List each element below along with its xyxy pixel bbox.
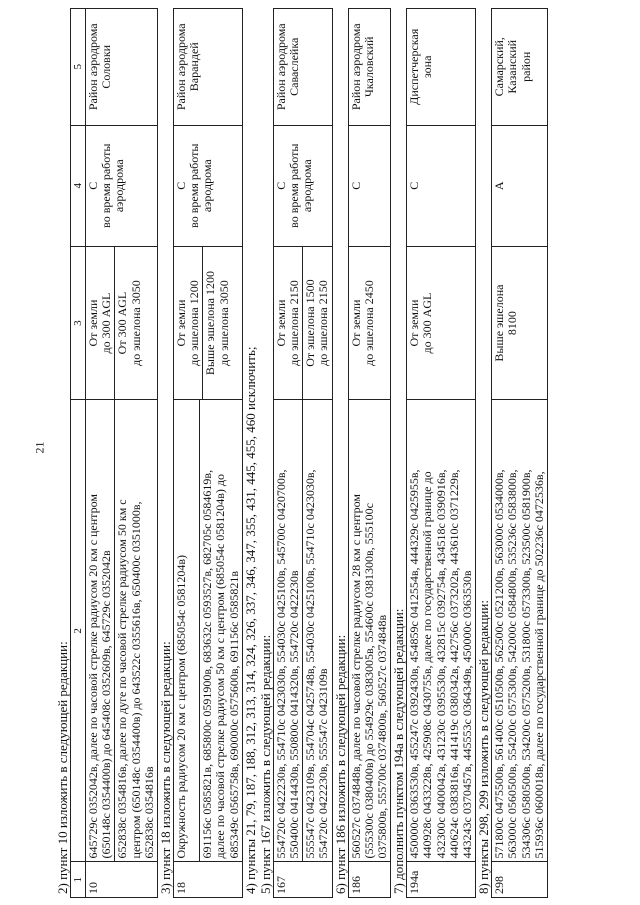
class-value: А <box>492 181 507 191</box>
coord-line: 554720с 0422230в, 554710с 0423030в, 554030с 0425100в, 545700с 0420700в, <box>273 469 288 859</box>
coord-line: 450000с 0363530в, 455247с 0392430в, 454859с 0412554в, 444329с 0425955в, <box>407 469 422 859</box>
row-id: 298 <box>492 862 548 898</box>
area-name <box>273 9 332 126</box>
area-name <box>174 9 243 126</box>
row-id: 186 <box>348 862 391 898</box>
altitude-limits <box>273 246 332 399</box>
boundary-coordinates <box>407 400 476 862</box>
table-row <box>174 9 243 898</box>
section-heading-2: 2) пункт 10 изложить в следующей редакции: <box>55 641 70 894</box>
time-line: во время работы <box>287 143 302 228</box>
section-heading-7: 7) дополнить пунктом 194а в следующей редакции: <box>391 608 407 894</box>
row-id: 10 <box>86 862 158 898</box>
table-row <box>86 9 158 898</box>
area-line: Варандей <box>187 42 202 92</box>
area-line: Самарский, <box>492 37 507 97</box>
coord-line: 440928с 0433228в, 425908с 0430755в, далее по государственной границе до <box>420 471 435 859</box>
airspace-class <box>492 125 548 246</box>
coord-line: 555547с 0423109в, 554704с 0425748в, 554030с 0425100в, 554710с 0423030в, <box>303 469 318 859</box>
altitude-limits <box>86 246 158 399</box>
time-line: во время работы <box>187 143 202 228</box>
time-line: аэродрома <box>300 159 315 213</box>
section-heading-5: 5) пункт 167 изложить в следующей редакции: <box>257 634 273 894</box>
airspace-class <box>174 125 243 246</box>
altitude-sub-block <box>114 247 142 399</box>
table-row <box>492 9 548 898</box>
page-number: 21 <box>32 441 47 454</box>
class-value: С <box>273 181 288 190</box>
boundary-coordinates <box>348 400 391 862</box>
altitude-line: до эшелона 2450 <box>361 280 376 366</box>
coord-line: (555300с 0380400в) до 554929с 0383005в, 554600с 0381300в, 555100с <box>361 503 376 859</box>
altitude-line: до 300 AGL <box>420 292 435 354</box>
coord-line: центром (650148с 0354400в) до 643522с 0355616в, 650400с 0351000в, <box>128 501 143 859</box>
coord-line: Окружность радиусом 20 км с центром (685054с 0581204в) <box>174 555 189 859</box>
coord-line: 432300с 0400042в, 431230с 0395530в, 432815с 0392754в, 434518с 0390916в, <box>433 469 448 859</box>
class-value: С <box>348 181 363 190</box>
area-line: Чкаловский <box>361 36 376 97</box>
time-line: аэродрома <box>112 159 127 213</box>
airspace-table-18 <box>173 8 243 898</box>
boundary-coordinates <box>174 400 243 862</box>
coord-line: 685349с 0565758в, 690000с 0575600в, 691156с 0585821в <box>226 570 241 859</box>
altitude-line: От земли <box>174 299 189 347</box>
altitude-limits <box>348 246 391 399</box>
altitude-sub-block <box>302 247 330 399</box>
time-line: аэродрома <box>200 159 215 213</box>
altitude-line: до эшелона 3050 <box>216 280 231 366</box>
class-value: С <box>86 181 100 190</box>
header-col-2: 2 <box>71 400 86 862</box>
altitude-line: От земли <box>86 299 100 347</box>
coord-line: 563000с 0560500в, 554200с 0575300в, 542000с 0584800в, 535236с 0583800в, <box>505 469 520 859</box>
airspace-table-194a <box>406 8 476 898</box>
area-name <box>348 9 391 126</box>
section-heading-6: 6) пункт 186 изложить в следующей редакции: <box>332 634 348 894</box>
coord-line: 652838с 0354816в, далее по дуге по часовой стрелке радиусом 50 км с <box>115 499 130 859</box>
area-line: район <box>518 51 533 82</box>
table-row <box>407 9 476 898</box>
coord-sub-block <box>302 400 330 861</box>
airspace-class <box>348 125 391 246</box>
section-heading-8: 8) пункты 298, 299 изложить в следующей редакции: <box>476 600 492 894</box>
area-line: Казанский <box>505 39 520 94</box>
altitude-line: до 300 AGL <box>99 292 114 354</box>
table-row <box>348 9 391 898</box>
coord-sub-block <box>199 400 241 861</box>
altitude-line: до эшелона 2150 <box>316 280 331 366</box>
table-header-row <box>71 9 86 898</box>
row-id: 194а <box>407 862 476 898</box>
altitude-limits <box>174 246 243 399</box>
header-col-4: 4 <box>71 125 86 246</box>
coord-sub-block <box>114 400 156 861</box>
header-col-3: 3 <box>71 246 86 399</box>
area-line: зона <box>420 55 435 78</box>
coord-line: далее по часовой стрелке радиусом 50 км с центром (685054с 0581204в) до <box>213 473 228 859</box>
altitude-line: Выше эшелона <box>492 284 507 362</box>
header-col-1: 1 <box>71 862 86 898</box>
area-line: Соловки <box>99 44 114 89</box>
coord-line: 550400с 0414430в, 550800с 0414320в, 554720с 0422230в <box>287 570 302 859</box>
area-name <box>492 9 548 126</box>
altitude-line: Выше эшелона 1200 <box>203 271 218 376</box>
airspace-class <box>407 125 476 246</box>
coord-line: 443243с 0370457в, 445553с 0364349в, 450000с 0363530в <box>460 570 475 859</box>
airspace-table-167 <box>273 8 333 898</box>
area-name <box>407 9 476 126</box>
area-line: Район аэродрома <box>86 23 100 111</box>
coord-line: 560527с 0374848в, далее по часовой стрелке радиусом 28 км с центром <box>348 494 363 859</box>
area-name <box>86 9 158 126</box>
boundary-coordinates <box>492 400 548 862</box>
altitude-line: до эшелона 1200 <box>187 280 202 366</box>
coord-line: 652838с 0354816в <box>141 766 156 859</box>
time-line: во время работы <box>99 143 114 228</box>
altitude-line: 8100 <box>505 311 520 336</box>
table-row <box>273 9 332 898</box>
area-line: Район аэродрома <box>348 23 363 111</box>
boundary-coordinates <box>86 400 158 862</box>
header-col-5: 5 <box>71 9 86 126</box>
airspace-class <box>86 125 158 246</box>
altitude-line: до эшелона 3050 <box>128 280 143 366</box>
boundary-coordinates <box>273 400 332 862</box>
altitude-line: От земли <box>273 299 288 347</box>
airspace-class <box>273 125 332 246</box>
airspace-table-298 <box>491 8 548 898</box>
section-heading-3: 3) пункт 18 изложить в следующей редакции: <box>158 641 174 894</box>
coord-line: 0375800в, 555700с 0374800в, 560527с 0374848в <box>375 614 390 859</box>
altitude-line: От 300 AGL <box>115 291 130 355</box>
altitude-line: до эшелона 2150 <box>287 280 302 366</box>
airspace-table-10 <box>70 8 158 898</box>
altitude-line: От эшелона 1500 <box>303 279 318 367</box>
coord-line: 554720с 0422230в, 555547с 0423109в <box>316 668 331 859</box>
altitude-limits <box>407 246 476 399</box>
row-id: 18 <box>174 862 243 898</box>
class-value: С <box>407 181 422 190</box>
airspace-table-186 <box>348 8 392 898</box>
coord-line: 645729с 0352042в, далее по часовой стрелке радиусом 20 км с центром <box>86 494 100 859</box>
altitude-sub-block <box>202 247 230 399</box>
coord-line: 571800с 0475500в, 561400с 0510500в, 562500с 0521200в, 563000с 0534000в, <box>492 469 507 859</box>
altitude-line: От земли <box>348 299 363 347</box>
coord-line: 534306с 0580500в, 534200с 0575200в, 531800с 0573300в, 523500с 0581900в, <box>518 469 533 859</box>
document-sheet <box>55 3 625 898</box>
class-value: С <box>174 181 189 190</box>
row-id: 167 <box>273 862 332 898</box>
altitude-line: От земли <box>407 299 422 347</box>
coord-line: (650148с 0354400в) до 645408с 0352609в, 645729с 0352042в <box>99 550 114 859</box>
coord-line: 440624с 0383816в, 441419с 0380342в, 442756с 0373202в, 443610с 0371229в, <box>446 469 461 859</box>
altitude-limits <box>492 246 548 399</box>
coord-line: 515936с 0600018в, далее по государственной границе до 502236с 0472536в, <box>531 471 546 859</box>
area-line: Диспетчерская <box>407 28 422 105</box>
area-line: Саваслейка <box>287 37 302 96</box>
section-heading-4: 4) пункты 21, 79, 187, 188, 312, 313, 314, 324, 326, 337, 346, 347, 355, 431, 445, 455, 460 исключить; <box>242 346 258 894</box>
coord-line: 691156с 0585821в, 685800с 0591900в, 683632с 0593527в, 682705с 0584619в, <box>200 469 215 859</box>
area-line: Район аэродрома <box>273 23 288 111</box>
area-line: Район аэродрома <box>174 23 189 111</box>
